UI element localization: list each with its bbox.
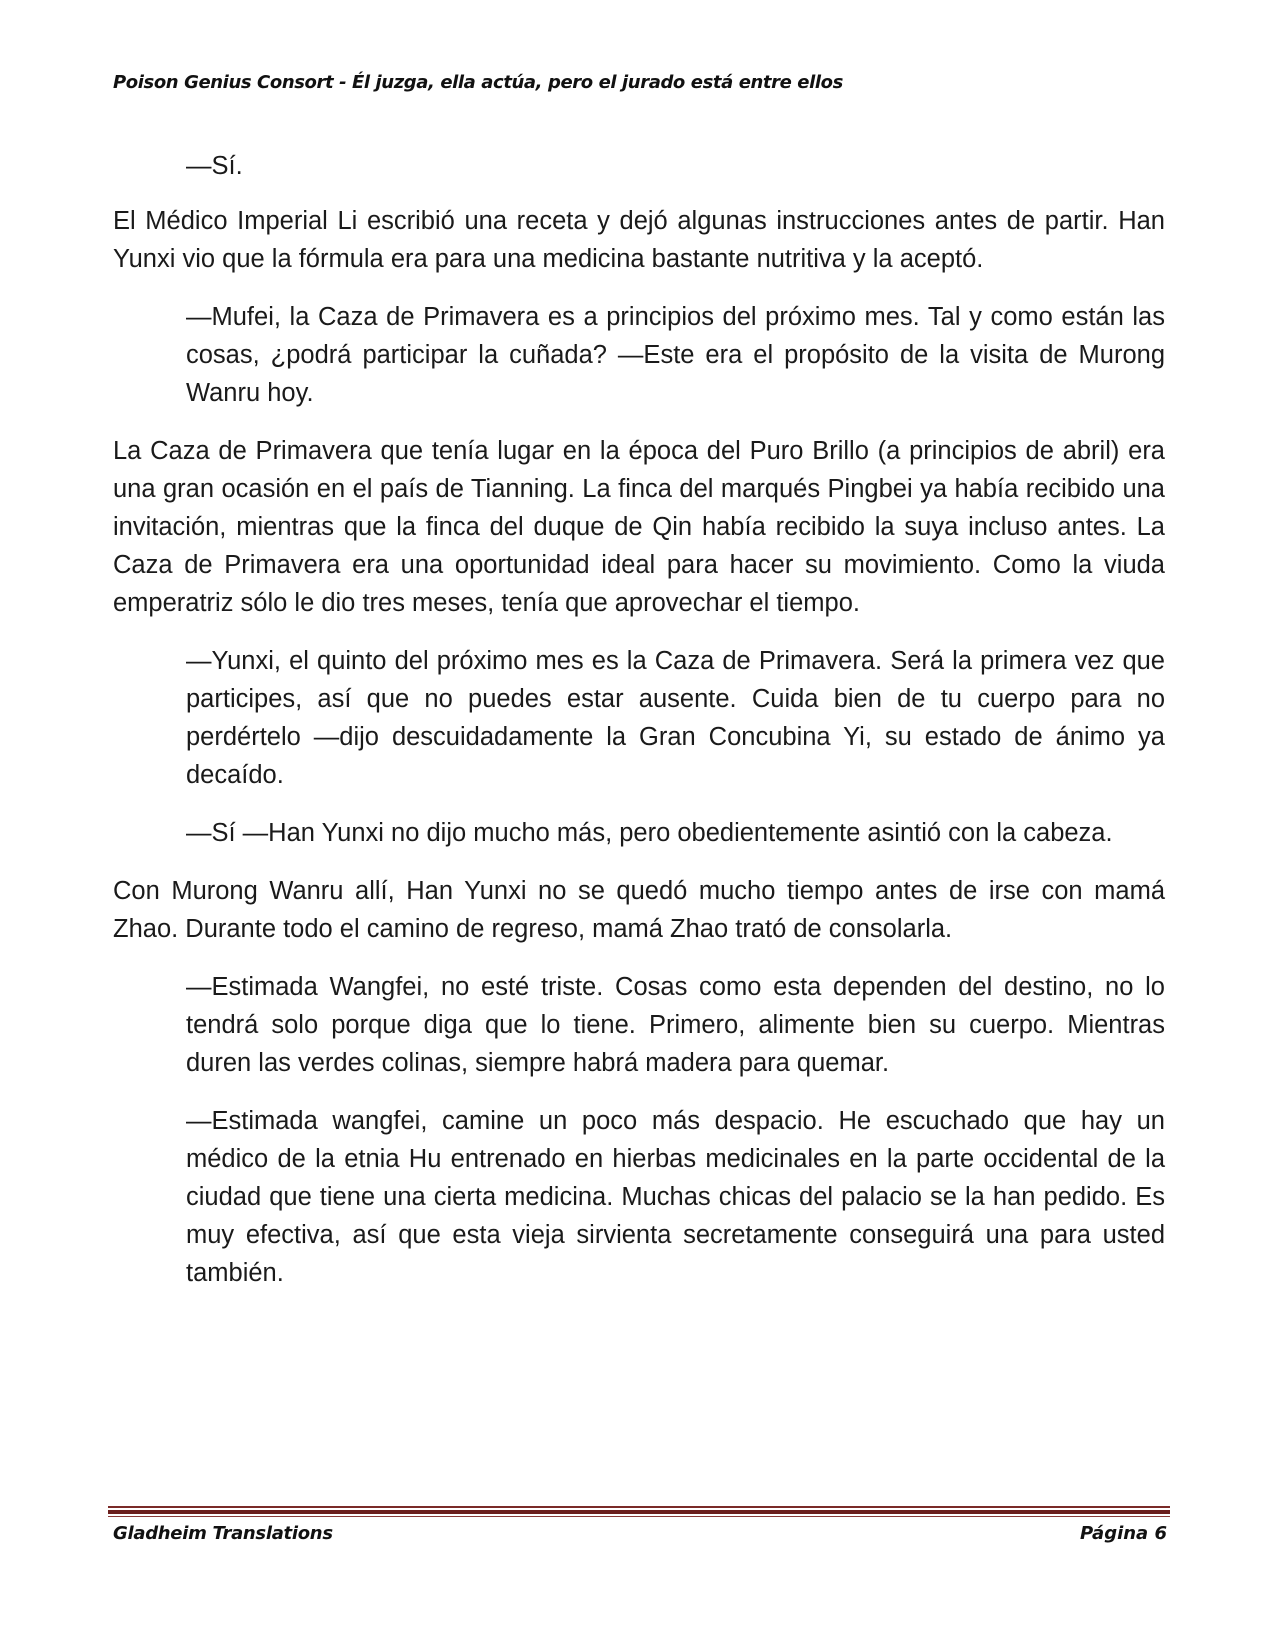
- footer-translator-name: Gladheim Translations: [113, 1523, 333, 1544]
- footer-divider: [108, 1506, 1170, 1518]
- paragraph: El Médico Imperial Li escribió una receta y dejó algunas instrucciones antes de partir. Han Yunxi vio que la fórmula era para una medicina bastante nutritiva y la aceptó.: [113, 207, 1165, 273]
- paragraph: —Estimada Wangfei, no esté triste. Cosas como esta dependen del destino, no lo tendrá solo porque diga que lo tiene. Primero, alimente bien su cuerpo. Mientras duren las verdes colinas, siempre habrá madera para quemar.: [186, 973, 1165, 1077]
- paragraph: —Yunxi, el quinto del próximo mes es la Caza de Primavera. Será la primera vez que participes, así que no puedes estar ausente. Cuida bien de tu cuerpo para no perdértelo —dijo descuidadamente la Gran Concubina Yi, su estado de ánimo ya decaído.: [186, 647, 1165, 789]
- paragraph: —Mufei, la Caza de Primavera es a principios del próximo mes. Tal y como están las cosas, ¿podrá participar la cuñada? —Este era el propósito de la visita de Murong Wanru hoy.: [186, 303, 1165, 407]
- page-header-title: Poison Genius Consort - Él juzga, ella actúa, pero el jurado está entre ellos: [113, 72, 843, 93]
- paragraph: —Sí —Han Yunxi no dijo mucho más, pero obedientemente asintió con la cabeza.: [186, 819, 1113, 847]
- paragraph: —Sí.: [186, 152, 243, 180]
- document-body: [113, 147, 1165, 1312]
- paragraph: Con Murong Wanru allí, Han Yunxi no se quedó mucho tiempo antes de irse con mamá Zhao. Durante todo el camino de regreso, mamá Zhao trató de consolarla.: [113, 877, 1165, 943]
- paragraph: —Estimada wangfei, camine un poco más despacio. He escuchado que hay un médico de la etnia Hu entrenado en hierbas medicinales en la parte occidental de la ciudad que tiene una cierta medicina. Muchas chicas del palacio se la han pedido. Es muy efectiva, así que esta vieja sirvienta secretamente conseguirá una para usted también.: [186, 1107, 1165, 1287]
- page-number: Página 6: [1080, 1523, 1167, 1544]
- paragraph: La Caza de Primavera que tenía lugar en la época del Puro Brillo (a principios de abril) era una gran ocasión en el país de Tianning. La finca del marqués Pingbei ya había recibido una invitación, mientras que la finca del duque de Qin había recibido la suya incluso antes. La Caza de Primavera era una oportunidad ideal para hacer su movimiento. Como la viuda emperatriz sólo le dio tres meses, tenía que aprovechar el tiempo.: [113, 437, 1165, 617]
